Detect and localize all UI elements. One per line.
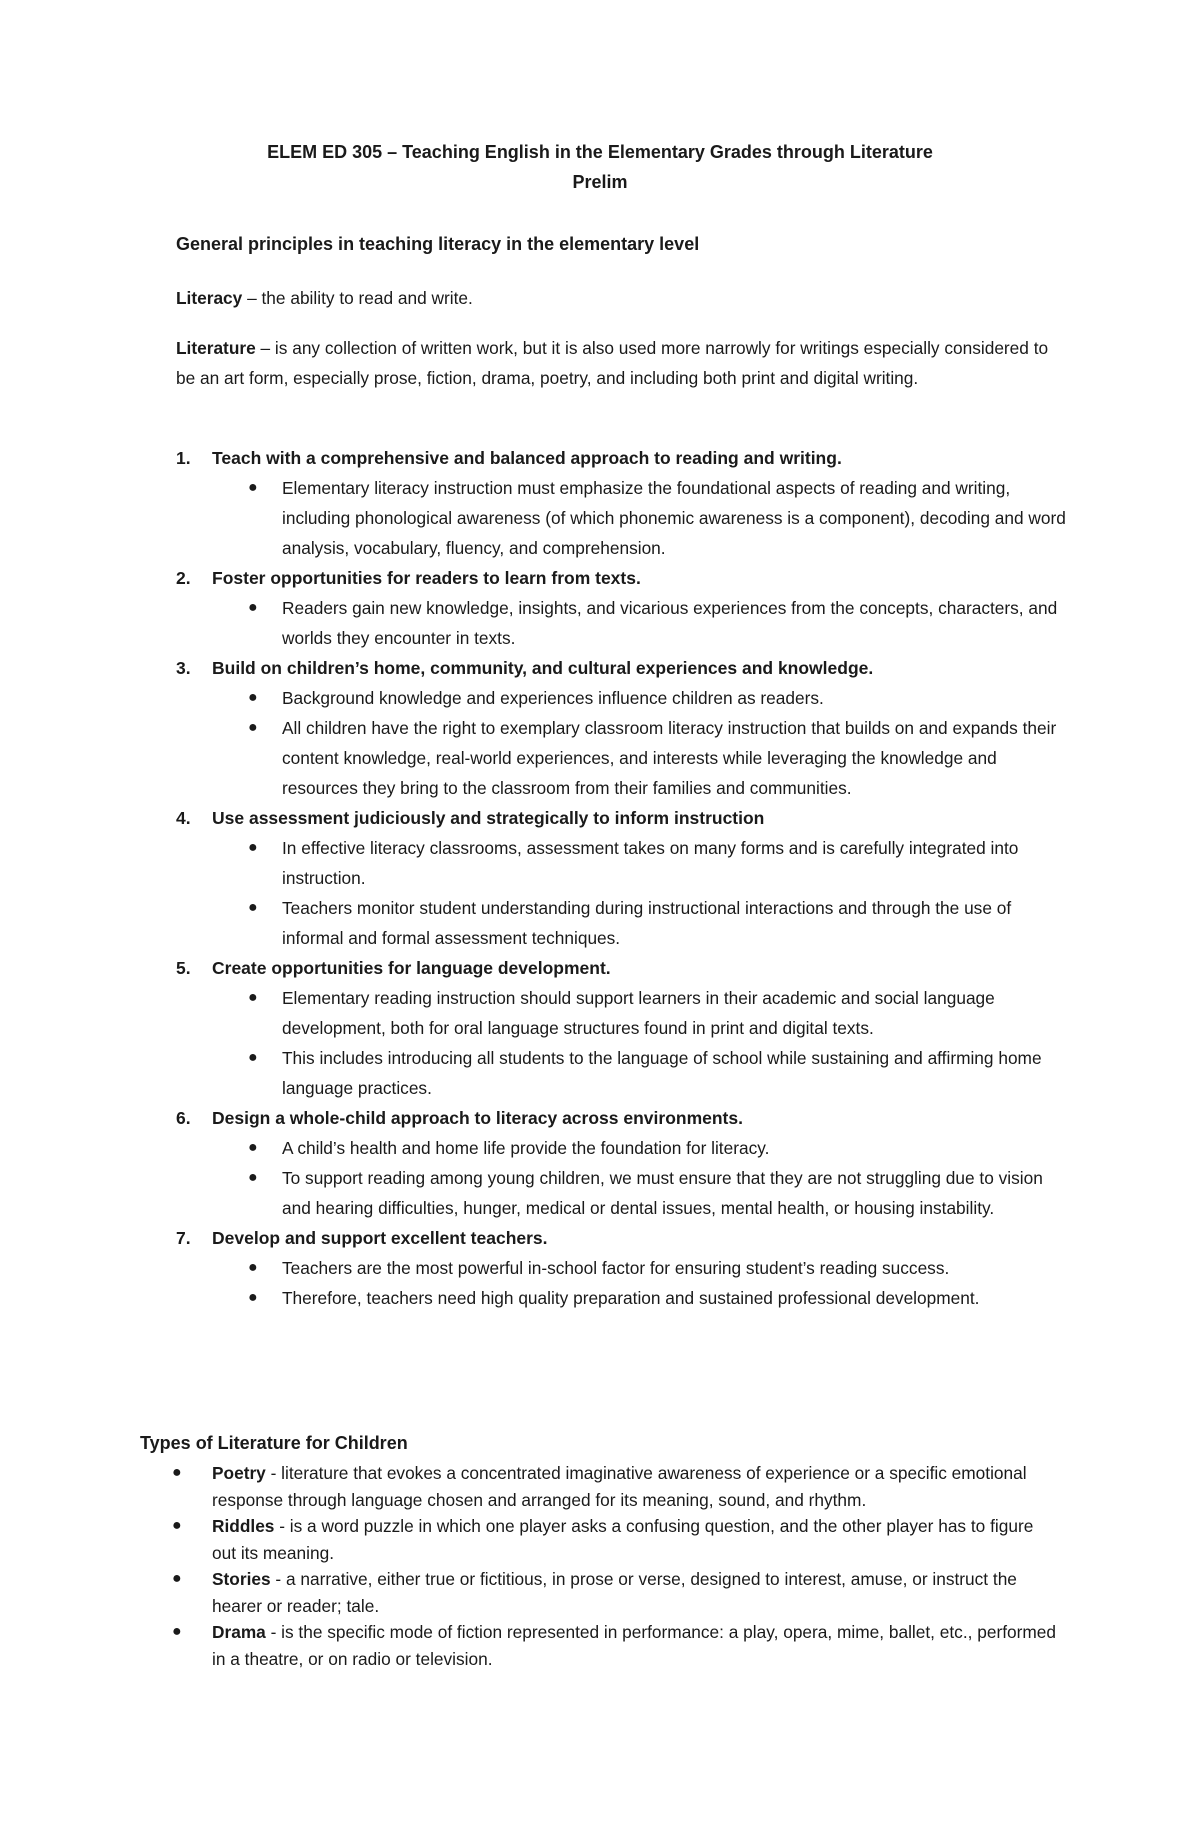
bullet-item bbox=[248, 1253, 1066, 1283]
bullet-item bbox=[248, 683, 1066, 713]
bullet-text: Elementary reading instruction should support learners in their academic and social language development, both for oral language structures found in print and digital texts. bbox=[282, 988, 995, 1038]
principle-title: Create opportunities for language development. bbox=[212, 958, 611, 978]
principle-number: 5. bbox=[176, 958, 191, 978]
document-title: ELEM ED 305 – Teaching English in the Elementary Grades through Literature bbox=[267, 142, 933, 162]
principle-bullets bbox=[176, 593, 1066, 653]
type-definition: - a narrative, either true or fictitious, in prose or verse, designed to interest, amuse, or instruct the hearer or reader; tale. bbox=[212, 1569, 1017, 1616]
principle-title: Use assessment judiciously and strategically to inform instruction bbox=[212, 808, 765, 828]
principle-bullets bbox=[176, 473, 1066, 563]
bullet-text: To support reading among young children, we must ensure that they are not struggling due to vision and hearing difficulties, hunger, medical or dental issues, mental health, or housing instability. bbox=[282, 1168, 1043, 1218]
bullet-text: Readers gain new knowledge, insights, and vicarious experiences from the concepts, characters, and worlds they encounter in texts. bbox=[282, 598, 1058, 648]
type-definition: - is the specific mode of fiction represented in performance: a play, opera, mime, ballet, etc., performed in a theatre, or on radio or television. bbox=[212, 1622, 1056, 1669]
bullet-text: Background knowledge and experiences influence children as readers. bbox=[282, 688, 824, 708]
bullet-text: A child’s health and home life provide the foundation for literacy. bbox=[282, 1138, 770, 1158]
principle-item bbox=[176, 653, 1066, 803]
principle-bullets bbox=[176, 833, 1066, 953]
principle-title: Design a whole-child approach to literacy across environments. bbox=[212, 1108, 743, 1128]
bullet-text: All children have the right to exemplary classroom literacy instruction that builds on and expands their content knowledge, real-world experiences, and interests while leveraging the knowledge and resources they bring to the classroom from their families and communities. bbox=[282, 718, 1057, 798]
principle-title: Develop and support excellent teachers. bbox=[212, 1228, 548, 1248]
bullet-icon: ● bbox=[248, 479, 258, 496]
bullet-item bbox=[248, 1163, 1066, 1223]
type-item bbox=[140, 1460, 1060, 1513]
bullet-icon: ● bbox=[172, 1464, 182, 1481]
bullet-icon: ● bbox=[248, 719, 258, 736]
principle-number: 7. bbox=[176, 1228, 191, 1248]
bullet-icon: ● bbox=[248, 1139, 258, 1156]
bullet-item bbox=[248, 473, 1066, 563]
principle-title: Teach with a comprehensive and balanced approach to reading and writing. bbox=[212, 448, 842, 468]
principles-list bbox=[176, 443, 1066, 1313]
definition-text: – the ability to read and write. bbox=[242, 288, 473, 308]
bullet-icon: ● bbox=[248, 1289, 258, 1306]
bullet-icon: ● bbox=[172, 1623, 182, 1640]
type-term: Stories bbox=[212, 1569, 271, 1589]
bullet-text: Teachers are the most powerful in-school factor for ensuring student’s reading success. bbox=[282, 1258, 950, 1278]
definition-term: Literacy bbox=[176, 288, 243, 308]
bullet-icon: ● bbox=[248, 839, 258, 856]
bullet-icon: ● bbox=[172, 1570, 182, 1587]
bullet-icon: ● bbox=[172, 1517, 182, 1534]
bullet-item bbox=[248, 713, 1066, 803]
principle-item bbox=[176, 803, 1066, 953]
type-item bbox=[140, 1619, 1060, 1672]
bullet-item bbox=[248, 1043, 1066, 1103]
type-term: Riddles bbox=[212, 1516, 275, 1536]
principle-number: 2. bbox=[176, 568, 191, 588]
principle-item bbox=[176, 1103, 1066, 1223]
bullet-icon: ● bbox=[248, 599, 258, 616]
principle-item bbox=[176, 443, 1066, 563]
definition-literacy bbox=[176, 283, 1066, 313]
types-heading: Types of Literature for Children bbox=[140, 1433, 408, 1453]
definition-text: – is any collection of written work, but it is also used more narrowly for writings especially considered to be an art form, especially prose, fiction, drama, poetry, and including both print and digital writing. bbox=[176, 338, 1049, 388]
bullet-icon: ● bbox=[248, 1259, 258, 1276]
definition-literature bbox=[176, 333, 1066, 393]
type-definition: - is a word puzzle in which one player asks a confusing question, and the other player has to figure out its meaning. bbox=[212, 1516, 1034, 1563]
principle-bullets bbox=[176, 683, 1066, 803]
bullet-text: Therefore, teachers need high quality preparation and sustained professional development. bbox=[282, 1288, 980, 1308]
document-subtitle: Prelim bbox=[572, 172, 628, 192]
type-definition: - literature that evokes a concentrated imaginative awareness of experience or a specific emotional response through language chosen and arranged for its meaning, sound, and rhythm. bbox=[212, 1463, 1027, 1510]
principle-item bbox=[176, 1223, 1066, 1313]
principle-item bbox=[176, 563, 1066, 653]
bullet-text: This includes introducing all students to the language of school while sustaining and affirming home language practices. bbox=[282, 1048, 1042, 1098]
bullet-text: Elementary literacy instruction must emphasize the foundational aspects of reading and writing, including phonological awareness (of which phonemic awareness is a component), decoding and word analysis, vocabulary, fluency, and comprehension. bbox=[282, 478, 1066, 558]
bullet-item bbox=[248, 593, 1066, 653]
bullet-icon: ● bbox=[248, 1049, 258, 1066]
bullet-item bbox=[248, 1133, 1066, 1163]
principle-title: Build on children’s home, community, and cultural experiences and knowledge. bbox=[212, 658, 874, 678]
section-heading: General principles in teaching literacy in the elementary level bbox=[176, 234, 700, 254]
principle-bullets bbox=[176, 983, 1066, 1103]
principle-number: 6. bbox=[176, 1108, 191, 1128]
bullet-item bbox=[248, 1283, 1066, 1313]
bullet-icon: ● bbox=[248, 689, 258, 706]
principle-number: 4. bbox=[176, 808, 191, 828]
type-item bbox=[140, 1566, 1060, 1619]
bullet-item bbox=[248, 893, 1066, 953]
principle-title: Foster opportunities for readers to learn from texts. bbox=[212, 568, 641, 588]
type-term: Poetry bbox=[212, 1463, 266, 1483]
principle-item bbox=[176, 953, 1066, 1103]
bullet-item bbox=[248, 833, 1066, 893]
principle-bullets bbox=[176, 1133, 1066, 1223]
principle-bullets bbox=[176, 1253, 1066, 1313]
bullet-item bbox=[248, 983, 1066, 1043]
bullet-icon: ● bbox=[248, 1169, 258, 1186]
bullet-text: Teachers monitor student understanding during instructional interactions and through the use of informal and formal assessment techniques. bbox=[282, 898, 1012, 948]
type-item bbox=[140, 1513, 1060, 1566]
bullet-text: In effective literacy classrooms, assessment takes on many forms and is carefully integrated into instruction. bbox=[282, 838, 1019, 888]
principle-number: 3. bbox=[176, 658, 191, 678]
definition-term: Literature bbox=[176, 338, 256, 358]
type-term: Drama bbox=[212, 1622, 266, 1642]
principle-number: 1. bbox=[176, 448, 191, 468]
bullet-icon: ● bbox=[248, 989, 258, 1006]
types-list bbox=[140, 1460, 1060, 1672]
bullet-icon: ● bbox=[248, 899, 258, 916]
